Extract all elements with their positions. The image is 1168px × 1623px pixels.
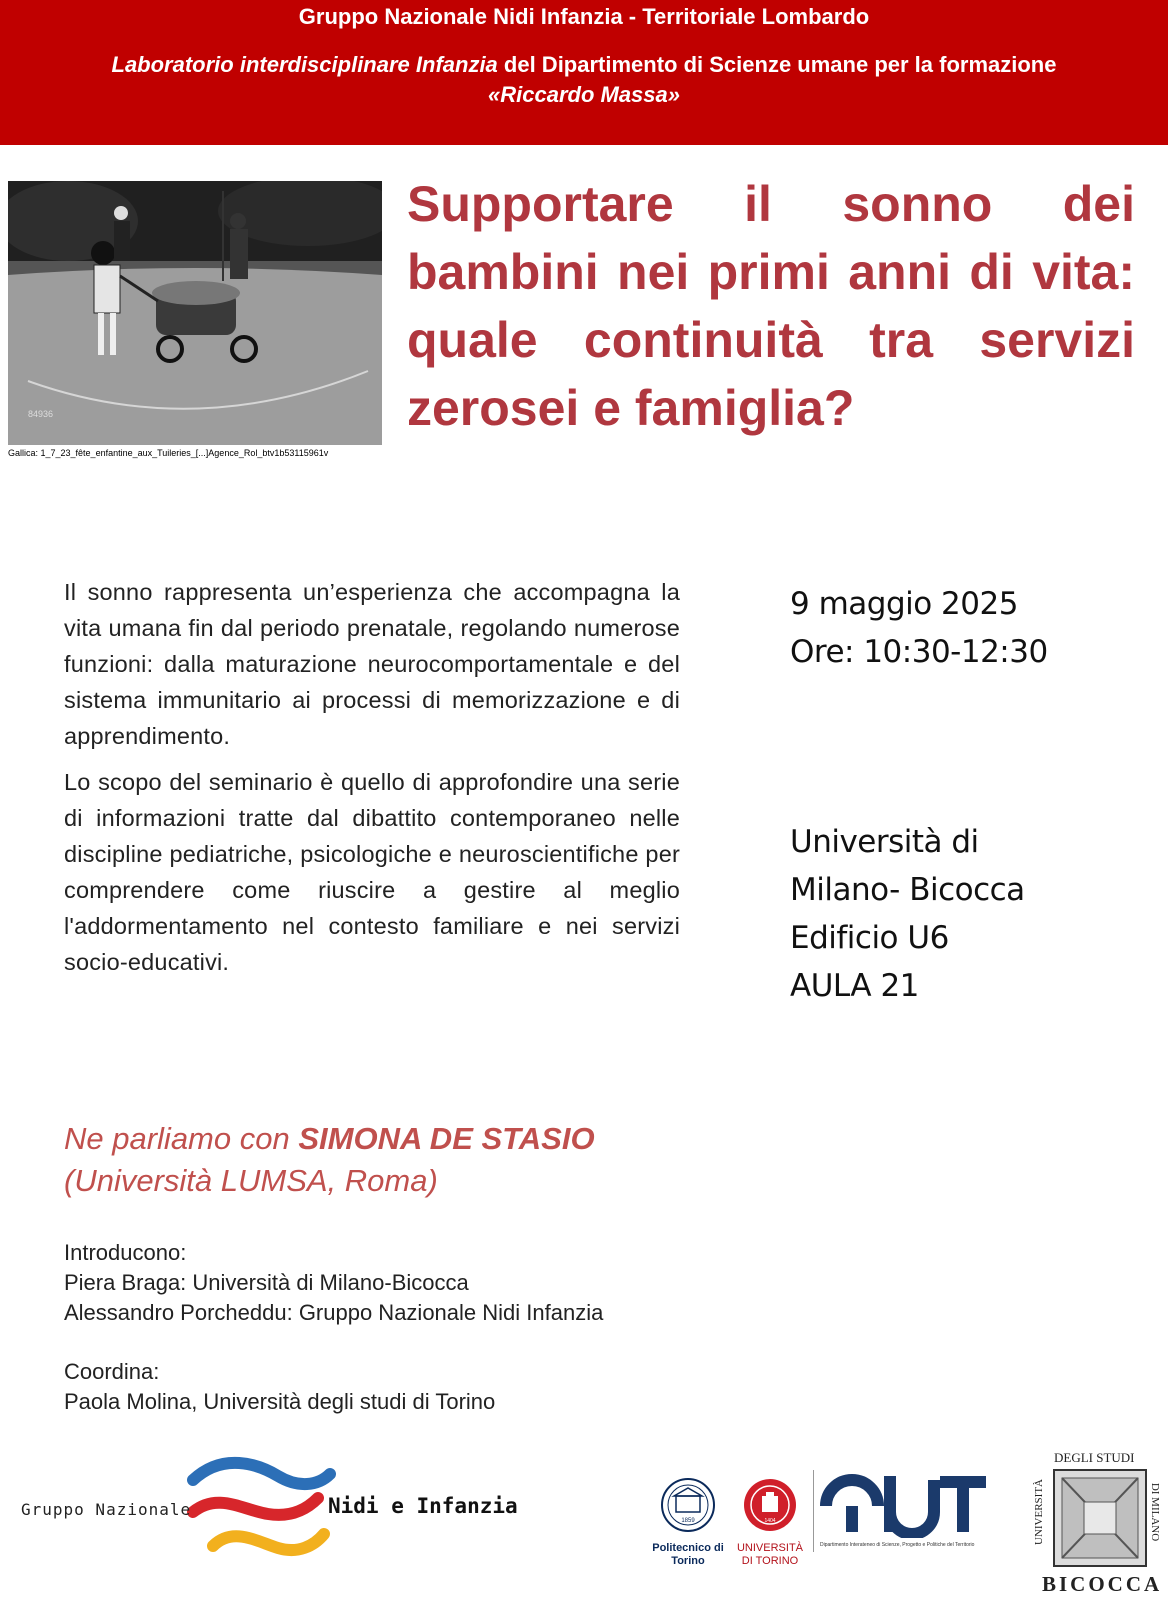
- header-banner: [0, 0, 1168, 145]
- location-line-2: Milano- Bicocca: [790, 872, 1025, 908]
- bicocca-logo-left: UNIVERSITÀ: [1033, 1479, 1045, 1545]
- dist-logo: [820, 1472, 990, 1562]
- coordinator-person: Paola Molina, Università degli studi di Torino: [64, 1389, 496, 1414]
- event-date: 9 maggio 2025: [790, 586, 1018, 622]
- unito-logo-text: [734, 1542, 806, 1568]
- polito-seal-icon: [652, 1470, 724, 1540]
- coordinator-block: [64, 1357, 495, 1417]
- event-title: Supportare il sonno dei bambini nei primi anni di vita: quale continuità tra servizi zerosei e famiglia?: [407, 176, 1135, 436]
- gnni-logo-left-text: Gruppo Nazionale: [21, 1500, 192, 1519]
- gnni-logo: [18, 1450, 538, 1570]
- speaker-name: SIMONA DE STASIO: [298, 1121, 595, 1156]
- polito-logo: [652, 1470, 724, 1570]
- event-location: [790, 818, 1025, 1010]
- event-description: [64, 574, 680, 990]
- location-line-4: AULA 21: [790, 968, 919, 1004]
- introducers-block: [64, 1238, 603, 1328]
- location-line-1: Università di: [790, 824, 979, 860]
- introducers-label: Introducono:: [64, 1240, 187, 1265]
- unito-year: 1404: [764, 1518, 776, 1524]
- introducer-2: Alessandro Porcheddu: Gruppo Nazionale Nidi Infanzia: [64, 1300, 604, 1325]
- gnni-logo-right-text: Nidi e Infanzia: [328, 1494, 518, 1518]
- bicocca-logo: [1033, 1450, 1164, 1596]
- organizer-line: Gruppo Nazionale Nidi Infanzia - Territoriale Lombardo: [298, 4, 870, 29]
- dist-logo-caption: Dipartimento Interateneo di Scienze, Progetto e Politiche del Territorio: [820, 1542, 975, 1548]
- polito-year: 1859: [681, 1518, 695, 1524]
- speaker-block: [64, 1118, 704, 1202]
- unito-logo: [734, 1470, 806, 1570]
- bicocca-logo-bottom: BICOCCA: [1042, 1572, 1163, 1596]
- logo-divider: [813, 1470, 814, 1552]
- introducer-1: Piera Braga: Università di Milano-Bicocca: [64, 1270, 469, 1295]
- description-paragraph-2: Lo scopo del seminario è quello di approfondire una serie di informazioni tratte dal dibattito contemporaneo nelle discipline pediatriche, psicologiche e neuroscientifiche per comprendere come riuscire a gestire al meglio l'addormentamento nel contesto familiare e nei servizi socio-educativi.: [64, 769, 680, 975]
- description-paragraph-1: Il sonno rappresenta un’esperienza che accompagna la vita umana fin dal periodo prenatale, regolando numerose funzioni: dalla maturazione neurocomportamentale e del sistema immunitario ai processi di memorizzazione e di apprendimento.: [64, 579, 680, 749]
- event-datetime: [790, 580, 1048, 676]
- polito-logo-text: Politecnico di Torino: [652, 1542, 724, 1567]
- bicocca-logo-top: DEGLI STUDI: [1054, 1450, 1135, 1465]
- speaker-affiliation: (Università LUMSA, Roma): [64, 1163, 438, 1198]
- bicocca-logo-right: DI MILANO: [1149, 1482, 1162, 1542]
- speaker-intro: Ne parliamo con: [64, 1121, 299, 1156]
- svg-text:84936: 84936: [28, 409, 54, 419]
- department-dedication: «Riccardo Massa»: [488, 82, 680, 107]
- location-line-3: Edificio U6: [790, 920, 949, 956]
- historical-photo: [8, 181, 382, 445]
- coordinator-label: Coordina:: [64, 1359, 160, 1384]
- unito-logo-line-1: UNIVERSITÀ: [736, 1542, 803, 1554]
- dist-wordmark-icon: [820, 1472, 990, 1538]
- unito-seal-icon: [734, 1470, 806, 1540]
- photo-caption: Gallica: 1_7_23_fête_enfantine_aux_Tuileries_[...]Agence_Rol_btv1b53115961v: [8, 448, 329, 458]
- department-name: del Dipartimento di Scienze umane per la formazione: [497, 52, 1057, 77]
- event-time: Ore: 10:30-12:30: [790, 634, 1048, 670]
- department-line: [0, 50, 1168, 110]
- laboratory-name: Laboratorio interdisciplinare Infanzia: [111, 52, 498, 77]
- unito-logo-line-2: DI TORINO: [741, 1555, 799, 1567]
